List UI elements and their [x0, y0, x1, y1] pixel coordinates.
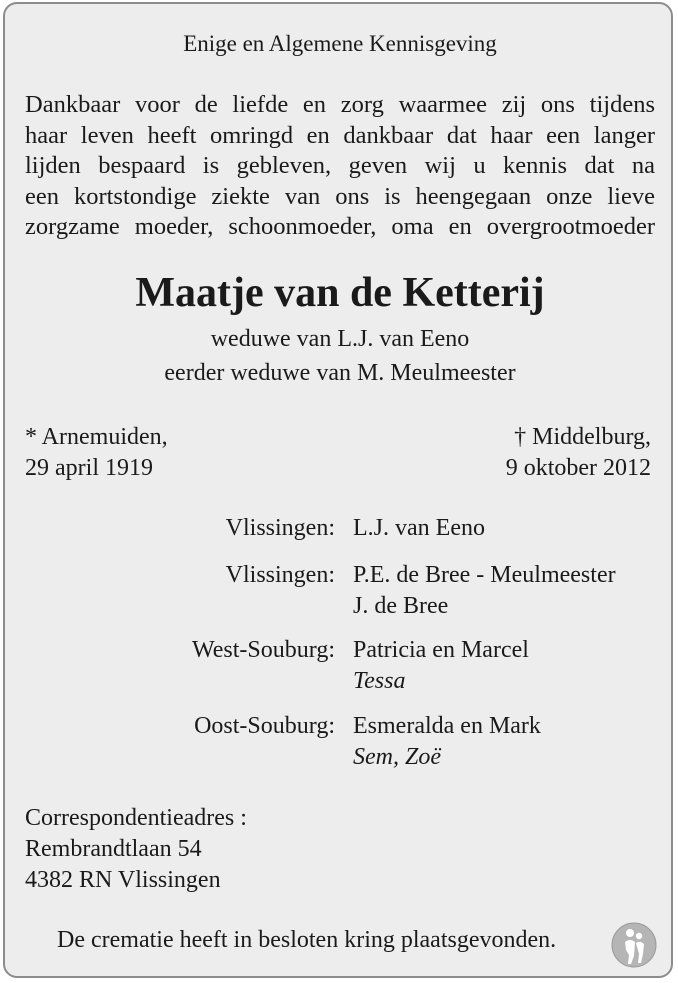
- notice-heading: Enige en Algemene Kennisgeving: [183, 31, 497, 56]
- address-label: Correspondentieadres :: [25, 805, 247, 831]
- deceased-name: Maatje van de Ketterij: [135, 270, 545, 316]
- family-names: [353, 711, 541, 773]
- death-date: 9 oktober 2012: [505, 455, 651, 481]
- family-name: J. de Bree: [353, 593, 449, 619]
- deceased-subtitle-widow: weduwe van L.J. van Eeno: [210, 326, 470, 352]
- intro-text: [25, 90, 655, 243]
- family-names: [353, 513, 485, 544]
- deceased-subtitle-earlier-widow: eerder weduwe van M. Meulmeester: [164, 360, 516, 386]
- birth-info: [25, 422, 168, 484]
- family-name: L.J. van Eeno: [353, 515, 485, 541]
- correspondence-address: [25, 803, 247, 896]
- family-names: [353, 635, 529, 697]
- family-name: P.E. de Bree - Meulmeester: [353, 562, 616, 588]
- birth-date: 29 april 1919: [25, 455, 153, 481]
- grandchildren-names: Tessa: [353, 668, 406, 694]
- death-info: [506, 422, 651, 484]
- closing-text: De crematie heeft in besloten kring plaatsgevonden.: [57, 927, 557, 953]
- intro-line: lijden bespaard is gebleven, geven wij u kennis dat na: [25, 152, 655, 179]
- intro-line: zorgzame moeder, schoonmoeder, oma en overgrootmoeder: [25, 213, 655, 240]
- intro-line: een kortstondige ziekte van ons is heengegaan onze lieve: [25, 182, 655, 210]
- memorial-logo-icon: [611, 922, 657, 968]
- family-place: West-Souburg:: [192, 637, 335, 663]
- family-place: Vlissingen:: [225, 562, 335, 588]
- death-place: † Middelburg,: [514, 424, 651, 450]
- family-place: Oost-Souburg:: [194, 713, 335, 739]
- birth-place: * Arnemuiden,: [25, 424, 168, 450]
- family-names: [353, 560, 616, 622]
- intro-line: Dankbaar voor de liefde en zorg waarmee zij ons tijdens: [25, 91, 655, 118]
- family-name: Esmeralda en Mark: [353, 713, 541, 739]
- address-street: Rembrandtlaan 54: [25, 836, 202, 862]
- grandchildren-names: Sem, Zoë: [353, 744, 441, 770]
- family-name: Patricia en Marcel: [353, 637, 529, 663]
- death-notice-card: [3, 2, 673, 978]
- address-city: 4382 RN Vlissingen: [25, 867, 221, 893]
- family-place: Vlissingen:: [225, 515, 335, 541]
- intro-line: haar leven heeft omringd en dankbaar dat haar een langer: [25, 121, 655, 149]
